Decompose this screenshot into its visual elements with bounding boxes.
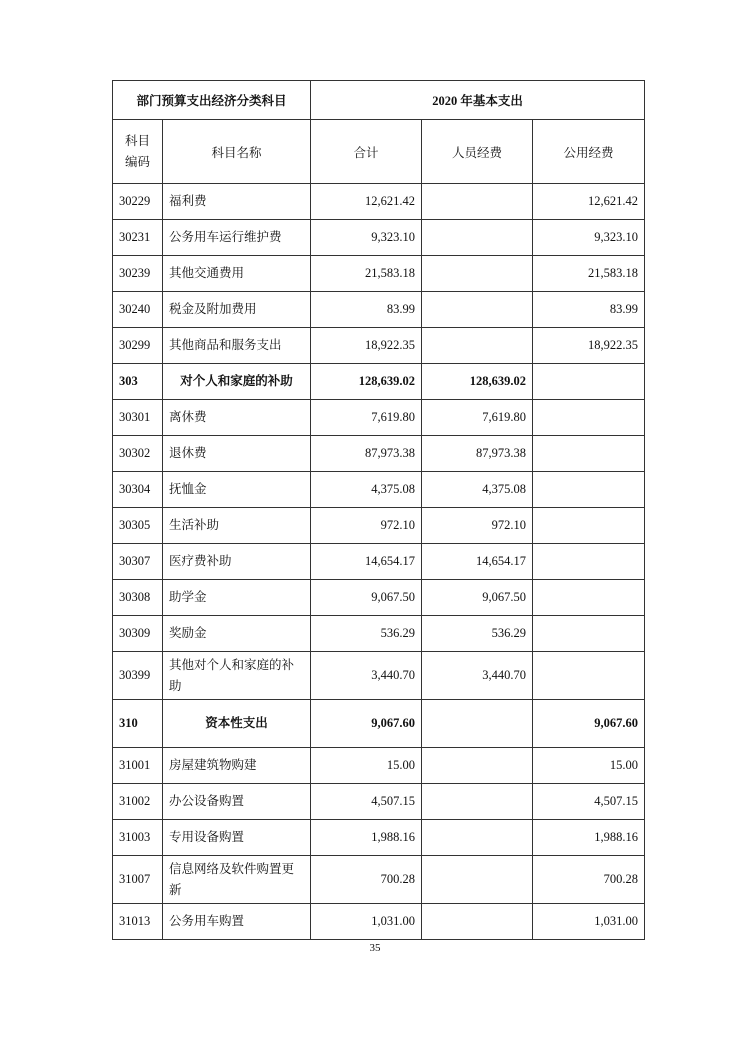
row-name: 生活补助 [163,508,311,544]
row-personnel: 4,375.08 [422,472,533,508]
row-public [533,436,645,472]
row-personnel [422,220,533,256]
row-name: 福利费 [163,184,311,220]
table-row [113,292,645,328]
header-economic-category: 部门预算支出经济分类科目 [113,81,311,120]
row-personnel [422,328,533,364]
row-total: 87,973.38 [311,436,422,472]
row-name: 抚恤金 [163,472,311,508]
row-public [533,580,645,616]
row-code: 30307 [113,544,163,580]
row-public: 18,922.35 [533,328,645,364]
table-row [113,328,645,364]
row-name: 对个人和家庭的补助 [163,364,311,400]
row-code: 30299 [113,328,163,364]
row-name: 办公设备购置 [163,784,311,820]
row-personnel [422,292,533,328]
row-code: 31007 [113,856,163,904]
header-basic-expenditure: 2020 年基本支出 [311,81,645,120]
row-code: 30309 [113,616,163,652]
row-name: 房屋建筑物购建 [163,748,311,784]
table-row [113,652,645,700]
row-name: 其他对个人和家庭的补助 [163,652,311,700]
row-total: 7,619.80 [311,400,422,436]
table-row [113,436,645,472]
table-row [113,364,645,400]
row-personnel: 972.10 [422,508,533,544]
row-public [533,652,645,700]
row-public [533,364,645,400]
row-name: 奖励金 [163,616,311,652]
row-total: 4,375.08 [311,472,422,508]
row-total: 14,654.17 [311,544,422,580]
row-public: 1,988.16 [533,820,645,856]
table-row [113,400,645,436]
row-name: 专用设备购置 [163,820,311,856]
row-public: 4,507.15 [533,784,645,820]
row-name: 离休费 [163,400,311,436]
row-name: 公务用车运行维护费 [163,220,311,256]
header-code-line1: 科目 [124,133,150,148]
row-total: 4,507.15 [311,784,422,820]
row-code: 303 [113,364,163,400]
header-total: 合计 [311,120,422,184]
row-total: 536.29 [311,616,422,652]
table-row [113,472,645,508]
row-total: 9,323.10 [311,220,422,256]
row-code: 30304 [113,472,163,508]
row-public: 700.28 [533,856,645,904]
row-public: 1,031.00 [533,904,645,940]
row-total: 1,031.00 [311,904,422,940]
row-personnel: 7,619.80 [422,400,533,436]
row-name: 税金及附加费用 [163,292,311,328]
row-name: 资本性支出 [163,700,311,748]
row-total: 972.10 [311,508,422,544]
header-code-line2: 编码 [124,154,150,169]
row-name: 医疗费补助 [163,544,311,580]
row-personnel [422,184,533,220]
row-personnel: 14,654.17 [422,544,533,580]
row-code: 31001 [113,748,163,784]
table-row [113,220,645,256]
row-total: 21,583.18 [311,256,422,292]
row-personnel: 9,067.50 [422,580,533,616]
row-total: 15.00 [311,748,422,784]
row-public: 9,323.10 [533,220,645,256]
row-personnel: 87,973.38 [422,436,533,472]
row-public [533,544,645,580]
row-code: 31002 [113,784,163,820]
row-public [533,472,645,508]
row-total: 9,067.50 [311,580,422,616]
row-code: 30301 [113,400,163,436]
header-row-columns [113,120,645,184]
header-personnel: 人员经费 [422,120,533,184]
row-code: 30231 [113,220,163,256]
header-row-group [113,81,645,120]
row-total: 700.28 [311,856,422,904]
table-row [113,616,645,652]
row-total: 3,440.70 [311,652,422,700]
row-public: 12,621.42 [533,184,645,220]
row-public [533,616,645,652]
row-total: 128,639.02 [311,364,422,400]
row-personnel: 3,440.70 [422,652,533,700]
row-personnel [422,820,533,856]
row-total: 9,067.60 [311,700,422,748]
header-name: 科目名称 [163,120,311,184]
row-public [533,400,645,436]
row-code: 30302 [113,436,163,472]
row-code: 31013 [113,904,163,940]
row-public: 83.99 [533,292,645,328]
row-personnel: 128,639.02 [422,364,533,400]
row-code: 30308 [113,580,163,616]
row-total: 12,621.42 [311,184,422,220]
table-row [113,544,645,580]
row-code: 30239 [113,256,163,292]
table-row [113,580,645,616]
row-personnel [422,856,533,904]
row-personnel [422,784,533,820]
row-total: 1,988.16 [311,820,422,856]
row-name: 退休费 [163,436,311,472]
row-code: 30399 [113,652,163,700]
row-code: 31003 [113,820,163,856]
row-total: 83.99 [311,292,422,328]
row-name: 其他交通费用 [163,256,311,292]
row-total: 18,922.35 [311,328,422,364]
table-row [113,256,645,292]
row-personnel [422,904,533,940]
row-name: 信息网络及软件购置更新 [163,856,311,904]
table-row [113,700,645,748]
row-personnel [422,256,533,292]
row-public: 21,583.18 [533,256,645,292]
row-name: 其他商品和服务支出 [163,328,311,364]
table-row [113,784,645,820]
table-row [113,904,645,940]
row-personnel: 536.29 [422,616,533,652]
row-personnel [422,700,533,748]
header-code [113,120,163,184]
row-code: 30240 [113,292,163,328]
row-name: 公务用车购置 [163,904,311,940]
table-row [113,820,645,856]
row-public [533,508,645,544]
row-code: 30305 [113,508,163,544]
page-number: 35 [369,942,381,954]
table-row [113,508,645,544]
row-code: 310 [113,700,163,748]
table-row [113,748,645,784]
row-name: 助学金 [163,580,311,616]
header-public: 公用经费 [533,120,645,184]
row-code: 30229 [113,184,163,220]
row-public: 15.00 [533,748,645,784]
row-personnel [422,748,533,784]
budget-table [112,80,645,940]
row-public: 9,067.60 [533,700,645,748]
table-row [113,184,645,220]
table-row [113,856,645,904]
